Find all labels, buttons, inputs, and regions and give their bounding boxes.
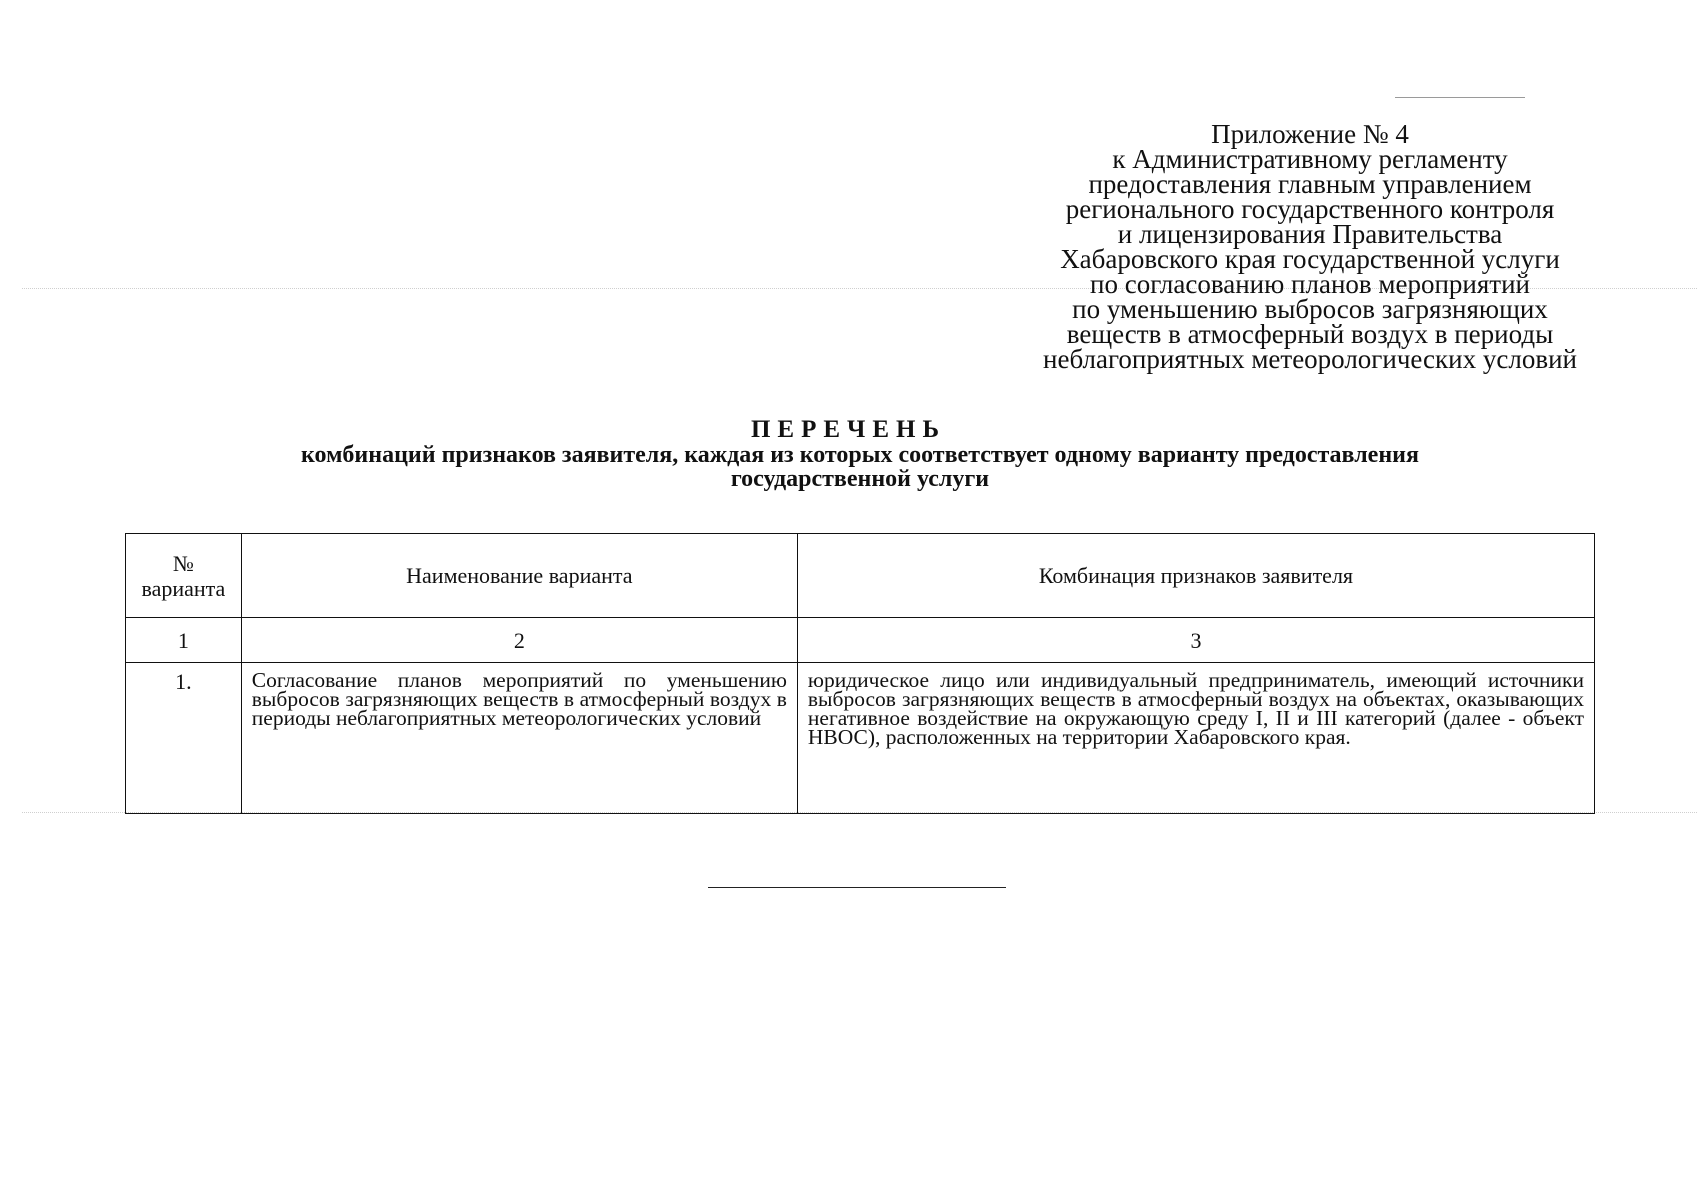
subtitle-line: комбинаций признаков заявителя, каждая из которых соответствует одному варианту предоставления — [301, 442, 1419, 468]
appendix-line: Хабаровского края государственной услуги — [1060, 244, 1560, 274]
numbering-row — [126, 618, 1595, 663]
appendix-line: регионального государственного контроля — [1065, 194, 1555, 224]
appendix-line: к Административному регламенту — [1112, 144, 1508, 174]
appendix-line: по согласованию планов мероприятий — [1090, 269, 1530, 299]
variant-number: 1. — [126, 663, 242, 814]
variant-name: Согласование планов мероприятий по уменьшению выбросов загрязняющих веществ в атмосферный воздух в периоды неблагоприятных метеорологических условий — [241, 663, 797, 814]
header-variant-name: Наименование варианта — [241, 534, 797, 618]
top-right-mark — [1395, 97, 1525, 98]
number-sign: № — [172, 550, 194, 576]
table-row — [126, 663, 1595, 814]
header-label: варианта — [141, 575, 226, 601]
header-variant-number — [126, 534, 242, 618]
appendix-line: Приложение № 4 — [1211, 119, 1409, 149]
appendix-line: по уменьшению выбросов загрязняющих — [1072, 294, 1548, 324]
appendix-block — [1000, 119, 1620, 374]
appendix-line: предоставления главным управлением — [1088, 169, 1532, 199]
appendix-line: и лицензирования Правительства — [1117, 219, 1503, 249]
column-number: 1 — [126, 618, 242, 663]
header-combination: Комбинация признаков заявителя — [797, 534, 1594, 618]
applicant-combination: юридическое лицо или индивидуальный предприниматель, имеющий источники выбросов загрязняющих веществ в атмосферный воздух на объектах, оказывающих негативное воздействие на окружающую среду I, II и III категорий (далее - объект НВОС), расположенных на территории Хабаровского края. — [797, 663, 1594, 814]
variants-table — [125, 533, 1595, 814]
header-row — [126, 534, 1595, 618]
document-title: ПЕРЕЧЕНЬ — [750, 416, 947, 443]
appendix-line: неблагоприятных метеорологических условий — [1043, 344, 1577, 374]
subtitle-line: государственной услуги — [730, 466, 990, 492]
document-subtitle — [120, 443, 1600, 491]
end-line — [708, 887, 1006, 888]
appendix-line: веществ в атмосферный воздух в периоды — [1066, 319, 1554, 349]
column-number: 2 — [241, 618, 797, 663]
column-number: 3 — [797, 618, 1594, 663]
